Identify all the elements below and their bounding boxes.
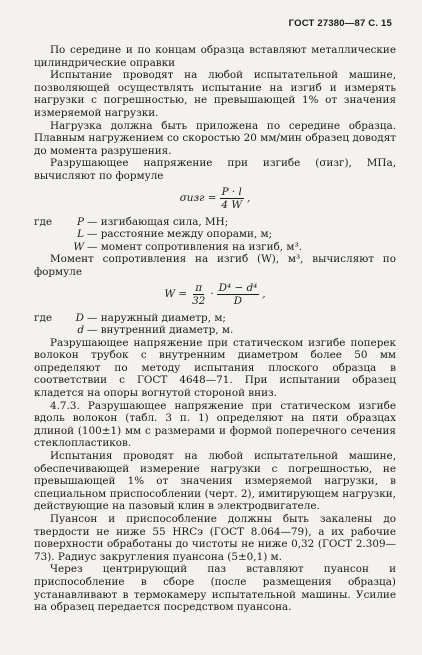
numerator: D⁴ − d⁴ bbox=[218, 281, 258, 294]
formula-lhs: W = bbox=[164, 288, 188, 300]
definition-symbol: L bbox=[77, 228, 84, 241]
definition-lead bbox=[34, 241, 62, 254]
formula-tail: , bbox=[262, 288, 266, 300]
definition-symbol: P bbox=[77, 215, 84, 228]
definition-symbol: D bbox=[75, 311, 84, 324]
definition-symbol: d bbox=[77, 324, 84, 337]
definition-row bbox=[34, 312, 396, 325]
definition-text: — внутренний диаметр, м. bbox=[87, 324, 234, 337]
definition-list bbox=[34, 216, 396, 254]
numerator: P · l bbox=[221, 185, 242, 198]
definition-row bbox=[34, 241, 396, 254]
numerator: π bbox=[195, 281, 203, 294]
definition-text: — наружный диаметр, м; bbox=[87, 311, 226, 324]
paragraph: Разрушающее напряжение при статическом изгибе поперек волокон трубок с внутренним диаметром более 50 мм определяют по методу испытания плоского образца в соответствии с ГОСТ 4648—71. При испытании образец кладется на опоры вогнутой стороной вниз. bbox=[34, 336, 396, 400]
definition-text: — изгибающая сила, МН; bbox=[87, 215, 229, 228]
formula-bending-stress bbox=[34, 186, 396, 211]
fraction bbox=[190, 282, 207, 307]
definition-row bbox=[34, 324, 396, 337]
definition-lead: где bbox=[34, 311, 52, 324]
page-content bbox=[34, 44, 396, 614]
paragraph: Разрушающее напряжение при изгибе (σизг), МПа, вычисляют по формуле bbox=[34, 157, 396, 182]
paragraph: Момент сопротивления на изгиб (W), м³, вычисляют по формуле bbox=[34, 253, 396, 278]
multiply-dot: · bbox=[210, 288, 214, 300]
definition-lead bbox=[34, 228, 62, 241]
fraction bbox=[217, 282, 260, 307]
paragraph: Пуансон и приспособление должны быть закалены до твердости не ниже 55 HRCэ (ГОСТ 8.064—79), а их рабочие поверхности обработаны до чистоты не ниже 0,32 (ГОСТ 2.309—73). Радиус закругления пуансона (5±0,1) м. bbox=[34, 513, 396, 563]
paragraph: По середине и по концам образца вставляют металлические цилиндрические оправки bbox=[34, 44, 396, 69]
fraction bbox=[219, 186, 244, 211]
denominator: 4 W bbox=[221, 198, 242, 211]
paragraph: Через центрирующий паз вставляют пуансон и приспособление в сборе (после размещения образца) устанавливают в термокамеру испытательной машины. Усилие на образец передается посредством пуансона. bbox=[34, 563, 396, 614]
formula-section-modulus bbox=[34, 282, 396, 307]
paragraph: Испытания проводят на любой испытательной машине, обеспечивающей измерение нагрузки с погрешностью, не превышающей 1% от значения измеряемой нагрузки, в специальном приспособлении (черт. 2), имитирующем нагрузки, действующие на пазовый клин в электродвигателе. bbox=[34, 450, 396, 513]
definition-row bbox=[34, 216, 396, 229]
formula-lhs: σизг = bbox=[179, 192, 217, 205]
definition-row bbox=[34, 228, 396, 241]
definition-list bbox=[34, 312, 396, 337]
definition-lead bbox=[34, 324, 62, 337]
definition-symbol: W bbox=[73, 240, 84, 253]
page-header: ГОСТ 27380—87 С. 15 bbox=[288, 18, 392, 29]
definition-text: — расстояние между опорами, м; bbox=[87, 228, 273, 241]
definition-text: — момент сопротивления на изгиб, м³. bbox=[87, 240, 302, 253]
formula-tail: , bbox=[247, 192, 251, 205]
paragraph: 4.7.3. Разрушающее напряжение при статическом изгибе вдоль волокон (табл. 3 п. 1) определяют на пяти образцах длиной (100±1) мм с размерами и формой поперечного сечения стеклопластиков. bbox=[34, 399, 396, 450]
paragraph: Испытание проводят на любой испытательной машине, позволяющей осуществлять испытание на изгиб и измерять нагрузки с погрешностью, не превышающей 1% от значения измеряемой нагрузки. bbox=[34, 69, 396, 119]
denominator: 32 bbox=[192, 294, 206, 307]
denominator: D bbox=[233, 294, 243, 307]
paragraph: Нагрузка должна быть приложена по середине образца. Плавным нагружением со скоростью 20 мм/мин образец доводят до момента разрушения. bbox=[34, 119, 396, 157]
definition-lead: где bbox=[34, 215, 52, 228]
